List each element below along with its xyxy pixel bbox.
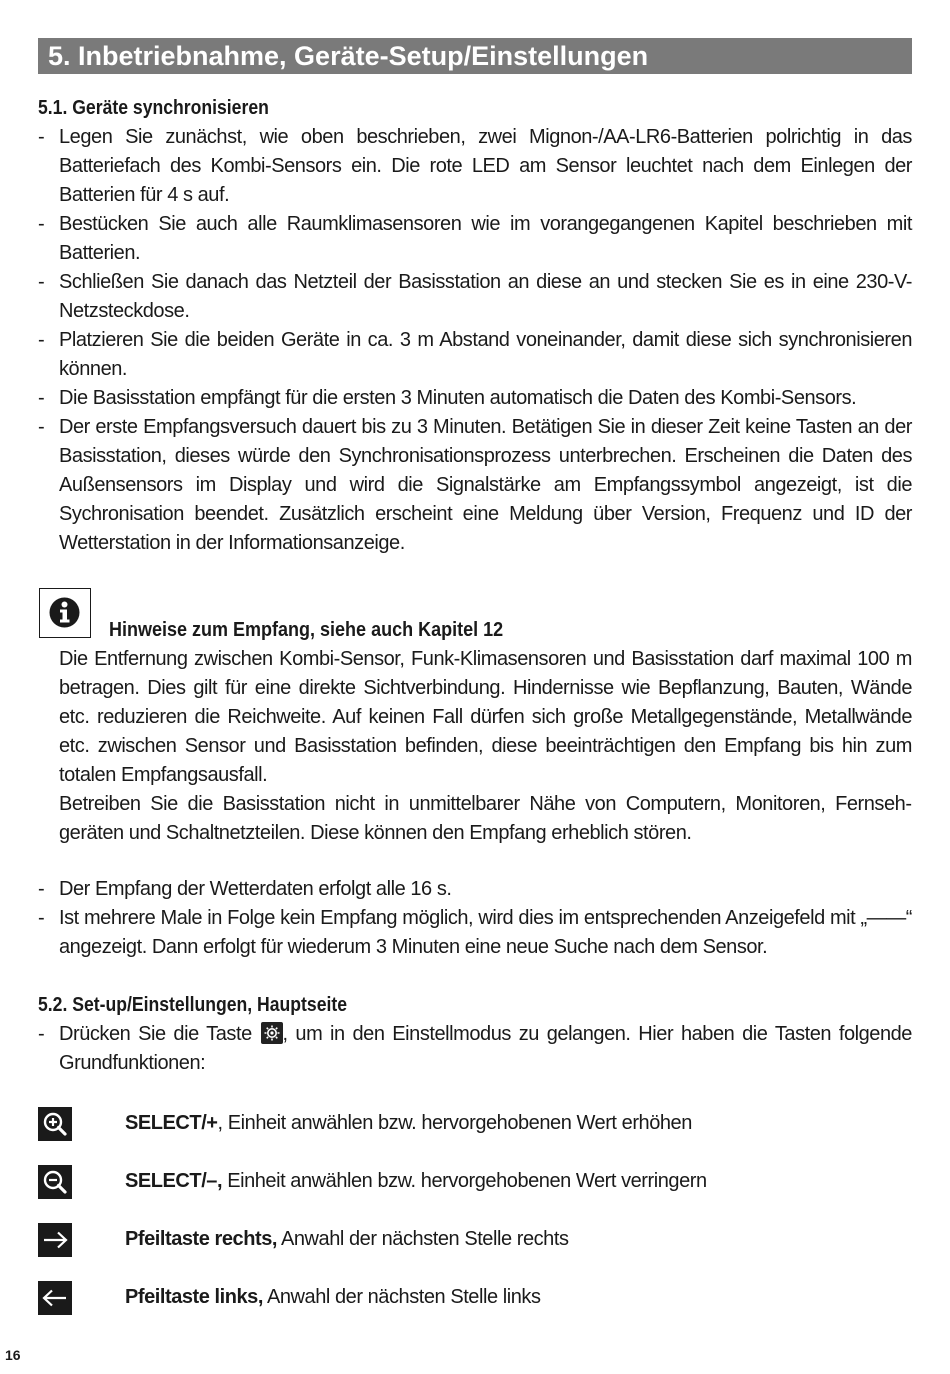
list-item (38, 326, 912, 384)
key-description (125, 1283, 541, 1312)
list-item-text: Der Empfang der Wetterdaten erfolgt alle 16 s. (59, 878, 452, 900)
sync-steps-list (38, 123, 912, 558)
list-item (38, 210, 912, 268)
key-description (125, 1109, 692, 1138)
bullet-dash: - (38, 878, 45, 900)
list-item (38, 875, 912, 904)
note-title: Hinweise zum Empfang, siehe auch Kapitel 12 (109, 619, 504, 641)
bullet-dash: - (38, 387, 45, 409)
key-label: SELECT/+ (125, 1112, 218, 1134)
key-row-arrow-right (38, 1223, 912, 1257)
intro-text-before: Drücken Sie die Taste (59, 1023, 260, 1045)
list-item (38, 384, 912, 413)
intro-text-after: , um in den Einstellmodus zu gelangen. Hier haben die Tasten folgende Grundfunktionen: (59, 1023, 912, 1074)
key-text: Einheit anwählen bzw. hervorgehobenen Wert verringern (222, 1170, 707, 1192)
key-text: Anwahl der nächsten Stelle links (262, 1286, 541, 1308)
bullet-dash: - (38, 1023, 45, 1045)
key-label: Pfeiltaste links, (125, 1286, 263, 1308)
key-row-arrow-left (38, 1281, 912, 1315)
key-text: Anwahl der nächsten Stelle rechts (276, 1228, 569, 1250)
bullet-dash: - (38, 126, 45, 148)
arrow-right-icon (38, 1223, 72, 1257)
list-item (38, 123, 912, 210)
note-paragraph: Die Entfernung zwischen Kombi-Sensor, Funk-Klimasensoren und Basisstation darf maximal 100 m betragen. Dies gilt für eine direkte Sichtverbindung. Hindernisse wie Bepflanzung, Bauten, Wände etc. reduzieren die Reichweite. Auf keinen Fall dürfen sich große Metallgegenstände, Metallwände etc. zwischen Sensor und Basisstation befinden, diese beeinträchtigen den Empfang bis hin zum totalen Empfangsausfall. (59, 648, 912, 786)
list-item-text: Ist mehrere Male in Folge kein Empfang möglich, wird dies im entsprechenden Anzeigefeld mit „——“ angezeigt. Dann erfolgt für wiederum 3 Minuten eine neue Suche nach dem Sensor. (59, 907, 912, 958)
chapter-title: 5. Inbetriebnahme, Geräte-Setup/Einstellungen (38, 38, 912, 74)
key-row-select-plus (38, 1107, 912, 1141)
bullet-dash: - (38, 271, 45, 293)
setup-intro-list (38, 1020, 912, 1078)
note-paragraph: Betreiben Sie die Basisstation nicht in unmittelbarer Nähe von Computern, Monitoren, Fernsehgeräten und Schaltnetzteilen. Diese können den Empfang erheblich stören. (59, 793, 912, 844)
list-item (38, 1020, 912, 1078)
bullet-dash: - (38, 329, 45, 351)
arrow-left-icon (38, 1281, 72, 1315)
list-item (38, 268, 912, 326)
list-item (38, 904, 912, 962)
key-row-select-minus (38, 1165, 912, 1199)
bullet-dash: - (38, 416, 45, 438)
info-icon (39, 588, 91, 638)
list-item-text: Platzieren Sie die beiden Geräte in ca. 3 m Abstand voneinander, damit diese sich synchronisieren können. (59, 329, 912, 380)
section-heading-sync: 5.1. Geräte synchronisieren (38, 97, 269, 119)
gear-icon (261, 1022, 283, 1044)
list-item-text: Legen Sie zunächst, wie oben beschrieben, zwei Mignon-/AA-LR6-Batterien polrichtig in das Batteriefach des Kombi-Sensors ein. Die rote LED am Sensor leuchtet nach dem Einlegen der Batterien für 4 s auf. (59, 126, 912, 206)
key-label: Pfeiltaste rechts, (125, 1228, 277, 1250)
list-item-text: Bestücken Sie auch alle Raumklimasensoren wie im vorangegangenen Kapitel beschrieben mit Batterien. (59, 213, 912, 264)
reception-list (38, 875, 912, 962)
section-heading-setup: 5.2. Set-up/Einstellungen, Hauptseite (38, 994, 348, 1016)
zoom-in-icon (38, 1107, 72, 1141)
list-item (38, 413, 912, 558)
note-body (59, 645, 912, 848)
list-item-text: Die Basisstation empfängt für die ersten 3 Minuten automatisch die Daten des Kombi-Sensors. (59, 387, 857, 409)
list-item-text: Schließen Sie danach das Netzteil der Basisstation an diese an und stecken Sie es in eine 230-V-Netzsteckdose. (59, 271, 912, 322)
page-number: 16 (5, 1347, 21, 1363)
key-description (125, 1167, 707, 1196)
zoom-out-icon (38, 1165, 72, 1199)
bullet-dash: - (38, 907, 45, 929)
key-text: , Einheit anwählen bzw. hervorgehobenen Wert erhöhen (217, 1112, 692, 1134)
key-label: SELECT/–, (125, 1170, 223, 1192)
list-item-text: Der erste Empfangsversuch dauert bis zu 3 Minuten. Betätigen Sie in dieser Zeit keine Tasten an der Basisstation, dieses würde den Synchronisationsprozess unterbrechen. Erscheinen die Daten des Außensensors im Display und wird die Signalstärke am Empfangssymbol angezeigt, ist die Sychronisation beendet. Zusätzlich erscheint eine Meldung über Version, Frequenz und ID der Wetterstation in der Informationsanzeige. (59, 416, 912, 554)
bullet-dash: - (38, 213, 45, 235)
key-description (125, 1225, 569, 1254)
